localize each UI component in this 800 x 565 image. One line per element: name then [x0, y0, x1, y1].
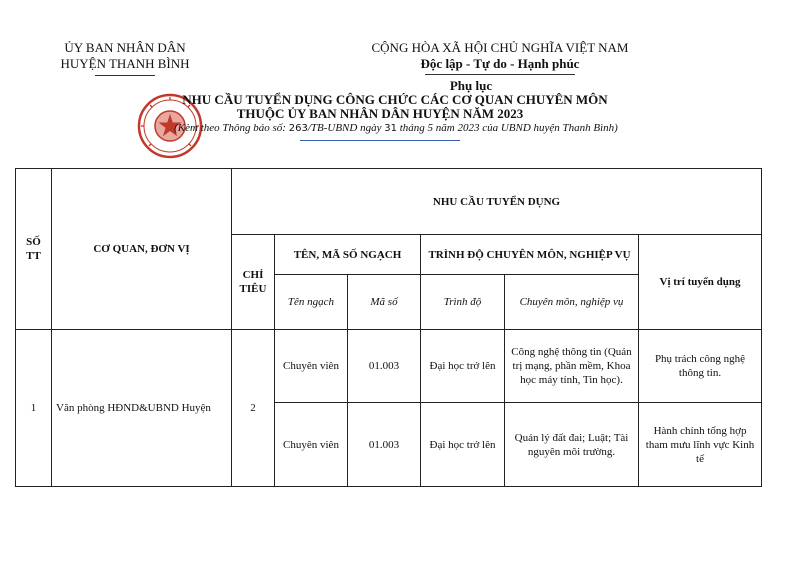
header-unit: CƠ QUAN, ĐƠN VỊ [52, 169, 232, 330]
header-stt: SỐ TT [16, 169, 52, 330]
recruitment-table [15, 168, 762, 487]
header-position: Vị trí tuyển dụng [639, 235, 762, 330]
row-level: Đại học trở lên [421, 330, 505, 403]
issuer-line-2: HUYỆN THANH BÌNH [60, 56, 190, 71]
issuer-line-1: ỦY BAN NHÂN DÂN [64, 40, 186, 55]
row-rank-code: 01.003 [348, 403, 421, 487]
row-position: Hành chính tổng hợp tham mưu lĩnh vực Kinh tế [639, 403, 762, 487]
header-rank-code: Mã số [348, 275, 421, 330]
note-mid: /TB-UBND ngày [307, 122, 385, 134]
row-major: Quản lý đất đai; Luật; Tài nguyên môi trường. [505, 403, 639, 487]
row-unit: Văn phòng HĐND&UBND Huyện [52, 330, 232, 487]
national-title-block [350, 40, 650, 75]
note-suffix: tháng 5 năm 2023 của UBND huyện Thanh Bình) [396, 122, 618, 134]
issuer-underline [95, 75, 155, 76]
motto-underline [425, 74, 575, 75]
national-motto: Độc lập - Tự do - Hạnh phúc [420, 56, 580, 71]
row-stt: 1 [16, 330, 52, 487]
document-titles [140, 79, 690, 141]
header-demand: NHU CẦU TUYỂN DỤNG [232, 169, 762, 235]
table-row [16, 330, 762, 403]
row-major: Công nghệ thông tin (Quản trị mạng, phần mềm, Khoa học máy tính, Tin học). [505, 330, 639, 403]
header-level: Trình độ [421, 275, 505, 330]
issuer-block [40, 40, 210, 76]
row-rank-code: 01.003 [348, 330, 421, 403]
header-rank-group: TÊN, MÃ SỐ NGẠCH [275, 235, 421, 275]
header-major: Chuyên môn, nghiệp vụ [505, 275, 639, 330]
title-line-1: NHU CẦU TUYỂN DỤNG CÔNG CHỨC CÁC CƠ QUAN CHUYÊN MÔN [182, 92, 608, 107]
note-day: 31 [384, 123, 397, 134]
note-underline [300, 140, 460, 141]
note-prefix: (Kèm theo Thông báo số: [174, 122, 289, 134]
header-quota: CHỈ TIÊU [232, 235, 275, 330]
title-line-2: THUỘC ỦY BAN NHÂN DÂN HUYỆN NĂM 2023 [236, 106, 524, 121]
row-position: Phụ trách công nghệ thông tin. [639, 330, 762, 403]
header-qualification-group: TRÌNH ĐỘ CHUYÊN MÔN, NGHIỆP VỤ [421, 235, 639, 275]
row-rank-name: Chuyên viên [275, 403, 348, 487]
reference-note [102, 121, 690, 136]
header-rank-name: Tên ngạch [275, 275, 348, 330]
national-title: CỘNG HÒA XÃ HỘI CHỦ NGHĨA VIỆT NAM [371, 40, 629, 55]
row-quota: 2 [232, 330, 275, 487]
appendix-label: Phụ lục [449, 78, 493, 93]
row-rank-name: Chuyên viên [275, 330, 348, 403]
row-level: Đại học trở lên [421, 403, 505, 487]
note-number: 263 [288, 123, 308, 134]
